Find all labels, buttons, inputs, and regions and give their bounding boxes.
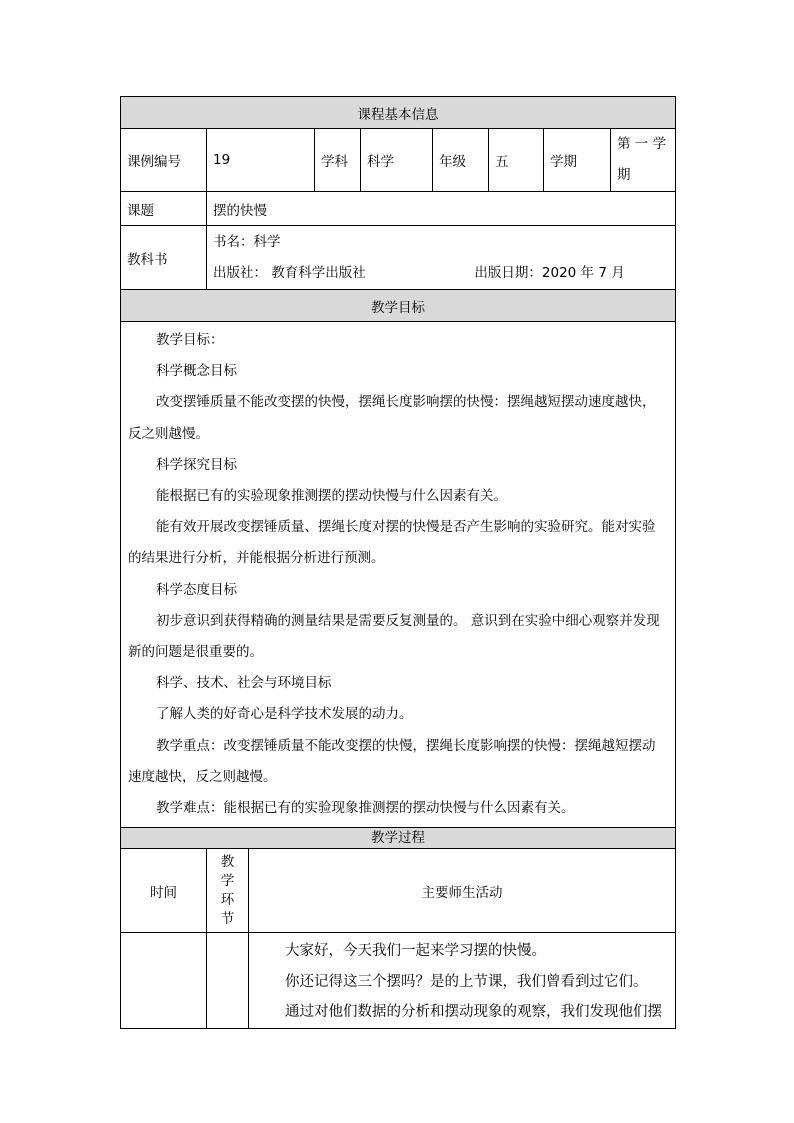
time-cell	[121, 933, 207, 1029]
topic-value: 摆的快慢	[207, 192, 676, 226]
objective-paragraph: 了解人类的好奇心是科学技术发展的动力。	[156, 706, 413, 723]
activity-paragraph: 通过对他们数据的分析和摆动现象的观察，我们发现他们摆	[285, 1004, 662, 1021]
textbook-label: 教科书	[121, 226, 207, 290]
objectives-header: 教学目标	[121, 290, 676, 322]
course-no-label: 课例编号	[121, 129, 207, 192]
book-name: 书名：科学	[213, 233, 281, 250]
term-value-line2: 期	[617, 167, 631, 183]
objective-paragraph: 能根据已有的实验现象推测摆的摆动快慢与什么因素有关。	[156, 488, 507, 505]
term-value-line1: 第 一 学	[617, 136, 667, 152]
objective-paragraph: 教学重点：改变摆锤质量不能改变摆的快慢，摆绳长度影响摆的快慢：摆绳越短摆动速度越快，反之则越慢。	[128, 737, 656, 785]
activity-column-header: 主要师生活动	[249, 849, 676, 933]
stage-label-char: 学	[220, 872, 235, 889]
activity-paragraph: 大家好，今天我们一起来学习摆的快慢。	[285, 943, 546, 960]
objective-paragraph: 科学概念目标	[156, 363, 237, 380]
publisher: 出版社： 教育科学出版社	[213, 264, 366, 281]
term-label: 学期	[544, 129, 611, 192]
textbook-info	[207, 226, 676, 290]
objective-paragraph: 科学探究目标	[156, 456, 237, 473]
grade-value: 五	[489, 129, 544, 192]
course-no-value: 19	[207, 129, 315, 192]
stage-column-header	[207, 849, 249, 933]
basic-info-header: 课程基本信息	[121, 97, 676, 129]
publisher-line	[213, 258, 669, 289]
stage-label-char: 教	[220, 853, 235, 870]
objective-paragraph: 教学难点：能根据已有的实验现象推测摆的摆动快慢与什么因素有关。	[156, 800, 575, 817]
objective-paragraph: 科学态度目标	[156, 581, 237, 598]
lesson-plan-table	[120, 96, 676, 1029]
time-column-header	[121, 849, 207, 933]
term-value	[611, 129, 676, 192]
activity-paragraph: 你还记得这三个摆吗？是的上节课，我们曾看到过它们。	[285, 973, 648, 990]
publish-date: 出版日期：2020 年 7 月	[474, 264, 625, 281]
process-header: 教学过程	[121, 828, 676, 849]
objective-paragraph: 改变摆锤质量不能改变摆的快慢，摆绳长度影响摆的快慢：摆绳越短摆动速度越快，反之则越慢。	[128, 394, 656, 442]
topic-label: 课题	[121, 192, 207, 226]
subject-label: 学科	[315, 129, 361, 192]
subject-value: 科学	[361, 129, 433, 192]
grade-label: 年级	[433, 129, 489, 192]
activity-cell	[249, 933, 676, 1029]
objective-paragraph: 能有效开展改变摆锤质量、摆绳长度对摆的快慢是否产生影响的实验研究。能对实验的结果进行分析，并能根据分析进行预测。	[128, 519, 656, 567]
objective-paragraph: 科学、技术、社会与环境目标	[156, 675, 332, 692]
objective-paragraph: 初步意识到获得精确的测量结果是需要反复测量的。 意识到在实验中细心观察并发现新的问题是很重要的。	[128, 612, 660, 661]
stage-label-char: 环	[220, 891, 235, 908]
objective-paragraph: 教学目标：	[156, 332, 224, 348]
objectives-body	[121, 322, 676, 828]
stage-cell	[207, 933, 249, 1029]
stage-label-char: 节	[220, 910, 235, 927]
time-label: 时间	[150, 884, 177, 901]
